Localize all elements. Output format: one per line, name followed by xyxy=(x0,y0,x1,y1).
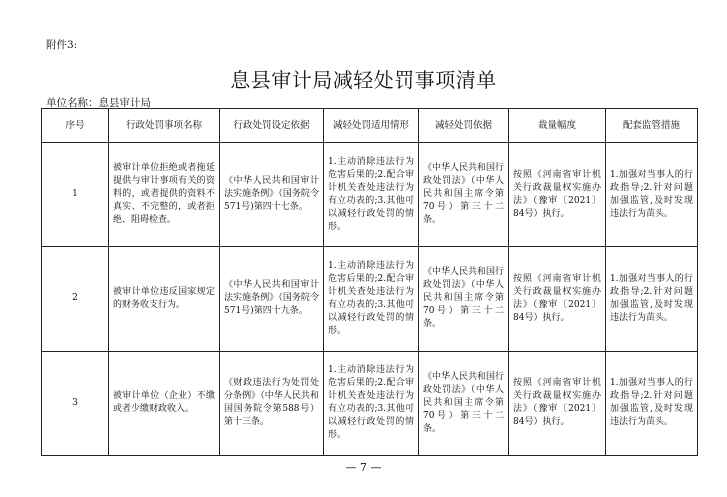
cell-mitigation-basis: 《中华人民共和国行政处罚法》（中华人民共和国主席令第70号）第三十二条。 xyxy=(419,351,509,455)
cell-discretion-range: 按照《河南省审计机关行政裁量权实施办法》（豫审〔2021〕84号）执行。 xyxy=(509,143,606,247)
cell-mitigation-basis: 《中华人民共和国行政处罚法》（中华人民共和国主席令第70号）第三十二条。 xyxy=(419,143,509,247)
table-row xyxy=(42,247,698,351)
cell-supervision-measures: 1.加强对当事人的行政指导;2.针对问题加强监管,及时发现违法行为苗头。 xyxy=(606,351,698,455)
header-item-name: 行政处罚事项名称 xyxy=(109,109,220,143)
cell-supervision-measures: 1.加强对当事人的行政指导;2.针对问题加强监管,及时发现违法行为苗头。 xyxy=(606,247,698,351)
table-row xyxy=(42,351,698,455)
cell-seq: 1 xyxy=(42,143,109,247)
header-discretion-range: 裁量幅度 xyxy=(509,109,606,143)
penalty-table xyxy=(41,108,698,456)
unit-name-line: 单位名称：息县审计局 xyxy=(46,97,151,109)
cell-item-name: 被审计单位拒绝或者拖延提供与审计事项有关的资料的，或者提供的资料不真实、不完整的，或者拒绝、阻碍检查。 xyxy=(109,143,220,247)
table-row xyxy=(42,143,698,247)
cell-discretion-range: 按照《河南省审计机关行政裁量权实施办法》（豫审〔2021〕84号）执行。 xyxy=(509,247,606,351)
cell-discretion-range: 按照《河南省审计机关行政裁量权实施办法》（豫审〔2021〕84号）执行。 xyxy=(509,351,606,455)
cell-item-name: 被审计单位（企业）不缴或者少缴财政收入。 xyxy=(109,351,220,455)
cell-applicable-circumstances: 1.主动消除违法行为危害后果的;2.配合审计机关查处违法行为有立功表的;3.其他可以减轻行政处罚的情形。 xyxy=(324,351,419,455)
cell-legal-basis: 《财政违法行为处罚处分条例》（中华人民共和国国务院令第588号）第十三条。 xyxy=(220,351,324,455)
table-header-row xyxy=(42,109,698,143)
cell-seq: 3 xyxy=(42,351,109,455)
cell-applicable-circumstances: 1.主动消除违法行为危害后果的;2.配合审计机关查处违法行为有立功表的;3.其他可以减轻行政处罚的情形。 xyxy=(324,143,419,247)
header-supervision-measures: 配套监管措施 xyxy=(606,109,698,143)
cell-legal-basis: 《中华人民共和国审计法实施条例》（国务院令571号)第四十七条。 xyxy=(220,143,324,247)
cell-seq: 2 xyxy=(42,247,109,351)
header-seq: 序号 xyxy=(42,109,109,143)
cell-applicable-circumstances: 1.主动消除违法行为危害后果的;2.配合审计机关查处违法行为有立功表的;3.其他可以减轻行政处罚的情形。 xyxy=(324,247,419,351)
document-title: 息县审计局减轻处罚事项清单 xyxy=(230,68,497,92)
cell-supervision-measures: 1.加强对当事人的行政指导;2.针对问题加强监管,及时发现违法行为苗头。 xyxy=(606,143,698,247)
attachment-label: 附件3: xyxy=(46,39,78,51)
page-number: — 7 — xyxy=(345,461,382,474)
header-applicable-circumstances: 减轻处罚适用情形 xyxy=(324,109,419,143)
cell-mitigation-basis: 《中华人民共和国行政处罚法》（中华人民共和国主席令第70号）第三十二条。 xyxy=(419,247,509,351)
header-mitigation-basis: 减轻处罚依据 xyxy=(419,109,509,143)
header-legal-basis: 行政处罚设定依据 xyxy=(220,109,324,143)
cell-item-name: 被审计单位违反国家规定的财务收支行为。 xyxy=(109,247,220,351)
cell-legal-basis: 《中华人民共和国审计法实施条例》（国务院令571号)第四十九条。 xyxy=(220,247,324,351)
